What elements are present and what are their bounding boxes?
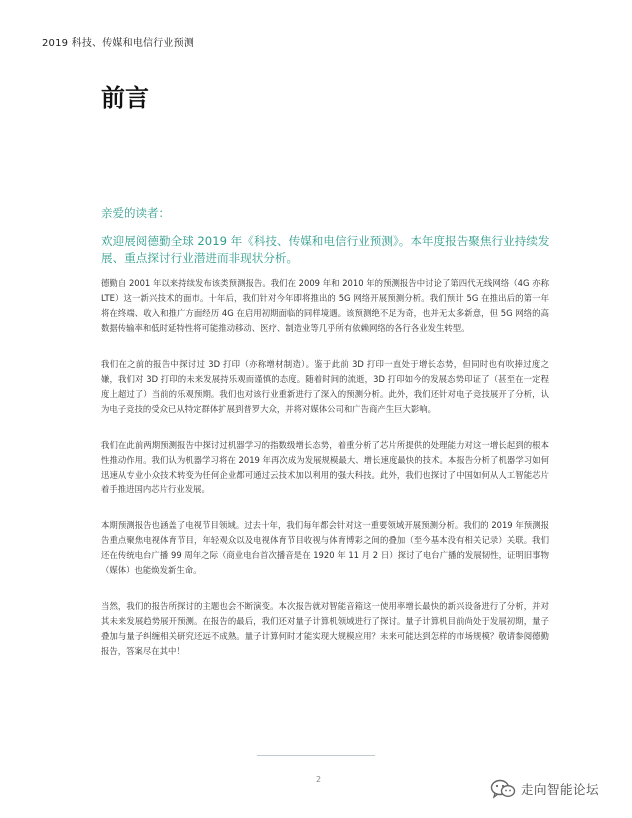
page-title: 前言 <box>101 84 149 112</box>
wechat-icon <box>490 779 516 799</box>
greeting: 亲爱的读者： <box>101 206 170 220</box>
paragraph-3d-printing: 我们在之前的报告中探讨过 3D 打印（亦称增材制造）。鉴于此前 3D 打印一直处于增长态势，但同时也有吹捧过度之嫌，我们对 3D 打印的未来发展持乐观而谨慎的态度。随着时间的流逝，3D 打印如今的发展态势印证了（甚至在一定程度上超过了）当前的乐观预期。我们也对该行业重新进行了深入的预测分析。此外，我们还针对电子竞技展开了分析，认为电子竞技的受众已从特定群体扩展到普罗大众，并将对媒体公司和广告商产生巨大影响。 <box>101 358 549 414</box>
paragraph-smart-speaker-quantum: 当然，我们的报告所探讨的主题也会不断演变。本次报告就对智能音箱这一使用率增长最快的新兴设备进行了分析，并对其未来发展趋势展开预测。在报告的最后，我们还对量子计算机领域进行了探讨。量子计算机目前尚处于发展初期，量子叠加与量子纠缠相关研究还远不成熟。量子计算何时才能实现大规模应用？未来可能达到怎样的市场规模？敬请参阅德勤报告，答案尽在其中！ <box>101 601 549 657</box>
page-number: 2 <box>316 775 322 784</box>
watermark <box>490 779 599 799</box>
footer-divider <box>257 755 375 756</box>
paragraph-5g: 德勤自 2001 年以来持续发布该类预测报告。我们在 2009 年和 2010 年的预测报告中讨论了第四代无线网络（4G 亦称 LTE）这一新兴技术的面市。十年后，我们针对今年即将推出的 5G 网络开展预测分析。我们预计 5G 在推出后的第一年将在终端、收入和推广方面经历 4G 在启用初期面临的同样境遇。该预测绝不足为奇，也并无太多新意，但 5G 网络的高数据传输率和低时延特性将可能推动移动、医疗、制造业等几乎所有依赖网络的各行各业发生转型。 <box>101 278 549 333</box>
body-text <box>101 276 549 680</box>
intro-paragraph: 欢迎展阅德勤全球 2019 年《科技、传媒和电信行业预测》。本年度报告聚焦行业持续发展、重点探讨行业潜进而非现状分析。 <box>101 234 550 265</box>
running-header: 2019 科技、传媒和电信行业预测 <box>42 38 195 49</box>
watermark-text: 走向智能论坛 <box>521 782 600 797</box>
paragraph-tv-radio: 本期预测报告也涵盖了电视节目领域。过去十年，我们每年都会针对这一重要领域开展预测分析。我们的 2019 年预测报告重点聚焦电视体育节目，年轻观众以及电视体育节目收视与体育博彩之间的叠加（至今基本没有相关记录）关联。我们还在传统电台广播 99 周年之际（商业电台首次播音是在 1920 年 11 月 2 日）探讨了电台广播的发展韧性，证明旧事物（媒体）也能焕发新生命。 <box>101 520 549 576</box>
paragraph-machine-learning: 我们在此前两期预测报告中探讨过机器学习的指数级增长态势，着重分析了芯片所提供的处理能力对这一增长起到的根本性推动作用。我们认为机器学习将在 2019 年再次成为发展规模最大、增长速度最快的技术。本报告分析了机器学习如何迅速从专业小众技术转变为任何企业都可通过云技术加以利用的强大科技。此外，我们也探讨了中国如何从人工智能芯片着手推进国内芯片行业发展。 <box>101 439 549 495</box>
